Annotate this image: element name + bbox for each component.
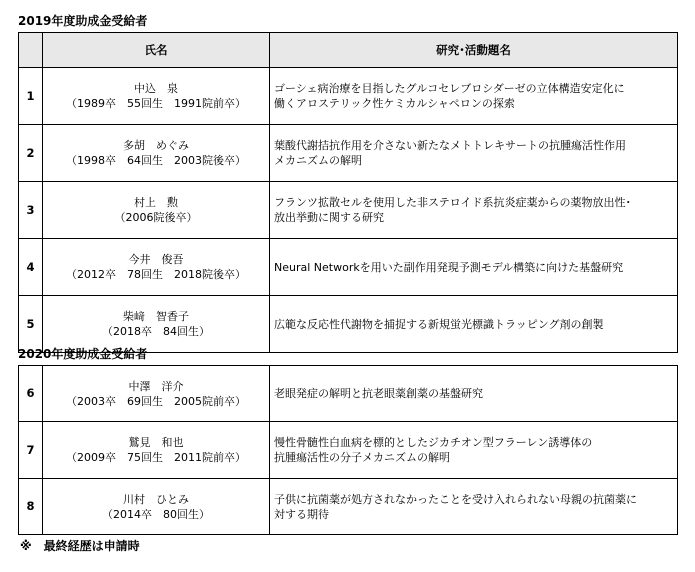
recipient-name: 村上 勲	[134, 196, 178, 209]
topic-cell	[270, 125, 678, 182]
recipient-name: 多胡 めぐみ	[123, 139, 189, 152]
topic-line: ゴーシェ病治療を目指したグルコセレブロシダーゼの立体構造安定化に	[274, 82, 625, 95]
table-row	[19, 366, 678, 422]
topic-line: 広範な反応性代謝物を捕捉する新規蛍光標識トラッピング剤の創製	[274, 317, 604, 331]
recipient-name: 今井 俊吾	[128, 253, 184, 266]
section-title-2019: 2019年度助成金受給者	[18, 14, 148, 28]
topic-line: Neural Networkを用いた副作用発現予測モデル構築に向けた基盤研究	[274, 260, 624, 274]
recipient-detail: （1989卒 55回生 1991院前卒）	[66, 97, 246, 110]
topic-line: 放出挙動に関する研究	[274, 211, 384, 224]
recipient-cell	[43, 125, 270, 182]
table-header-row	[19, 33, 678, 68]
topic-line: 慢性骨髄性白血病を標的としたジカチオン型フラーレン誘導体の	[274, 436, 593, 449]
table-row	[19, 239, 678, 296]
recipient-cell	[43, 239, 270, 296]
row-number: 6	[19, 366, 43, 422]
row-number: 1	[19, 68, 43, 125]
recipient-cell	[43, 296, 270, 353]
section-title-2020: 2020年度助成金受給者	[18, 347, 148, 361]
topic-line: 子供に抗菌薬が処方されなかったことを受け入れられない母親の抗菌薬に	[274, 492, 637, 506]
header-name: 氏名	[43, 33, 270, 68]
recipient-name: 中込 泉	[134, 82, 178, 95]
recipient-name: 柴﨑 智香子	[123, 310, 189, 323]
topic-cell	[270, 422, 678, 479]
table-row	[19, 479, 678, 535]
recipient-cell	[43, 182, 270, 239]
recipient-cell	[43, 68, 270, 125]
table-row	[19, 68, 678, 125]
topic-cell	[270, 479, 678, 535]
grant-table-2020	[18, 365, 678, 535]
recipient-cell	[43, 479, 270, 535]
recipient-name: 中澤 洋介	[128, 379, 184, 393]
topic-line: 葉酸代謝拮抗作用を介さない新たなメトトレキサートの抗腫瘍活性作用	[274, 139, 626, 152]
topic-line: 働くアロステリック性ケミカルシャペロンの探索	[274, 97, 515, 110]
row-number: 3	[19, 182, 43, 239]
recipient-detail: （1998卒 64回生 2003院後卒）	[66, 154, 246, 167]
topic-cell	[270, 239, 678, 296]
recipient-detail: （2003卒 69回生 2005院前卒）	[66, 394, 246, 408]
recipient-detail: （2018卒 84回生）	[102, 325, 210, 338]
header-number-cell	[19, 33, 43, 68]
recipient-detail: （2006院後卒）	[114, 211, 198, 224]
recipient-detail: （2012卒 78回生 2018院後卒）	[66, 268, 246, 281]
recipient-name: 鷲見 和也	[128, 436, 184, 449]
table-row	[19, 125, 678, 182]
grant-table-2019	[18, 32, 678, 353]
topic-line: 対する期待	[274, 507, 329, 521]
recipient-detail: （2014卒 80回生）	[102, 507, 210, 521]
topic-cell	[270, 182, 678, 239]
table-row	[19, 422, 678, 479]
topic-cell	[270, 68, 678, 125]
topic-line: フランツ拡散セルを使用した非ステロイド系抗炎症薬からの薬物放出性･	[274, 196, 631, 209]
row-number: 8	[19, 479, 43, 535]
row-number: 7	[19, 422, 43, 479]
topic-line: 老眼発症の解明と抗老眼薬創薬の基盤研究	[274, 387, 483, 400]
topic-line: メカニズムの解明	[274, 154, 362, 167]
topic-cell	[270, 296, 678, 353]
table-row	[19, 182, 678, 239]
topic-line: 抗腫瘍活性の分子メカニズムの解明	[274, 451, 450, 464]
row-number: 2	[19, 125, 43, 182]
row-number: 5	[19, 296, 43, 353]
recipient-detail: （2009卒 75回生 2011院前卒）	[66, 451, 246, 464]
table-row	[19, 296, 678, 353]
recipient-cell	[43, 422, 270, 479]
row-number: 4	[19, 239, 43, 296]
footnote: ※ 最終経歴は申請時	[20, 539, 140, 553]
topic-cell	[270, 366, 678, 422]
header-topic: 研究･活動題名	[270, 33, 678, 68]
recipient-cell	[43, 366, 270, 422]
recipient-name: 川村 ひとみ	[123, 492, 189, 506]
